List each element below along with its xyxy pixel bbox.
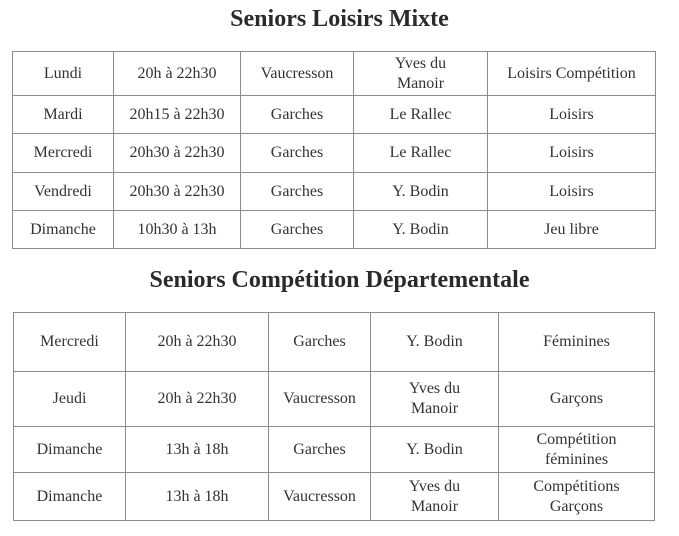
city-cell: Garches: [269, 427, 371, 473]
category-cell: Féminines: [499, 313, 655, 372]
table-row: [13, 52, 656, 96]
table-row: [13, 173, 656, 211]
city-cell: Garches: [241, 173, 354, 211]
table-row: [13, 134, 656, 173]
table-row: [14, 427, 655, 473]
day-cell: Jeudi: [14, 372, 126, 427]
time-cell: 20h à 22h30: [114, 52, 241, 96]
time-cell: 20h30 à 22h30: [114, 134, 241, 173]
time-cell: 10h30 à 13h: [114, 211, 241, 249]
day-cell: Vendredi: [13, 173, 114, 211]
category-cell: Loisirs: [488, 96, 656, 134]
table-row: [13, 211, 656, 249]
day-cell: Mercredi: [14, 313, 126, 372]
category-cell: Loisirs Compétition: [488, 52, 656, 96]
day-cell: Lundi: [13, 52, 114, 96]
venue-cell: Y. Bodin: [354, 211, 488, 249]
day-cell: Dimanche: [14, 473, 126, 521]
table-row: [14, 473, 655, 521]
day-cell: Mardi: [13, 96, 114, 134]
time-cell: 13h à 18h: [126, 427, 269, 473]
category-cell: Garçons: [499, 372, 655, 427]
venue-cell: Le Rallec: [354, 96, 488, 134]
day-cell: Mercredi: [13, 134, 114, 173]
city-cell: Garches: [241, 211, 354, 249]
venue-cell: Yves du Manoir: [371, 473, 499, 521]
city-cell: Vaucresson: [269, 372, 371, 427]
schedule-table-competition-departementale: [13, 312, 655, 521]
day-cell: Dimanche: [13, 211, 114, 249]
category-cell: Loisirs: [488, 173, 656, 211]
city-cell: Vaucresson: [269, 473, 371, 521]
city-cell: Garches: [241, 134, 354, 173]
day-cell: Dimanche: [14, 427, 126, 473]
table-row: [13, 96, 656, 134]
table-row: [14, 372, 655, 427]
city-cell: Vaucresson: [241, 52, 354, 96]
venue-cell: Yves du Manoir: [354, 52, 488, 96]
venue-cell: Y. Bodin: [371, 427, 499, 473]
schedule-table-loisirs-mixte: [12, 51, 656, 249]
category-cell: Jeu libre: [488, 211, 656, 249]
time-cell: 20h15 à 22h30: [114, 96, 241, 134]
venue-cell: Y. Bodin: [371, 313, 499, 372]
venue-cell: Y. Bodin: [354, 173, 488, 211]
city-cell: Garches: [241, 96, 354, 134]
category-cell: Compétitions Garçons: [499, 473, 655, 521]
category-cell: Loisirs: [488, 134, 656, 173]
venue-cell: Le Rallec: [354, 134, 488, 173]
time-cell: 20h à 22h30: [126, 372, 269, 427]
time-cell: 13h à 18h: [126, 473, 269, 521]
table-row: [14, 313, 655, 372]
time-cell: 20h30 à 22h30: [114, 173, 241, 211]
venue-cell: Yves du Manoir: [371, 372, 499, 427]
category-cell: Compétition féminines: [499, 427, 655, 473]
section-title-competition-departementale: Seniors Compétition Départementale: [149, 267, 530, 293]
section-title-loisirs-mixte: Seniors Loisirs Mixte: [230, 6, 449, 32]
time-cell: 20h à 22h30: [126, 313, 269, 372]
city-cell: Garches: [269, 313, 371, 372]
